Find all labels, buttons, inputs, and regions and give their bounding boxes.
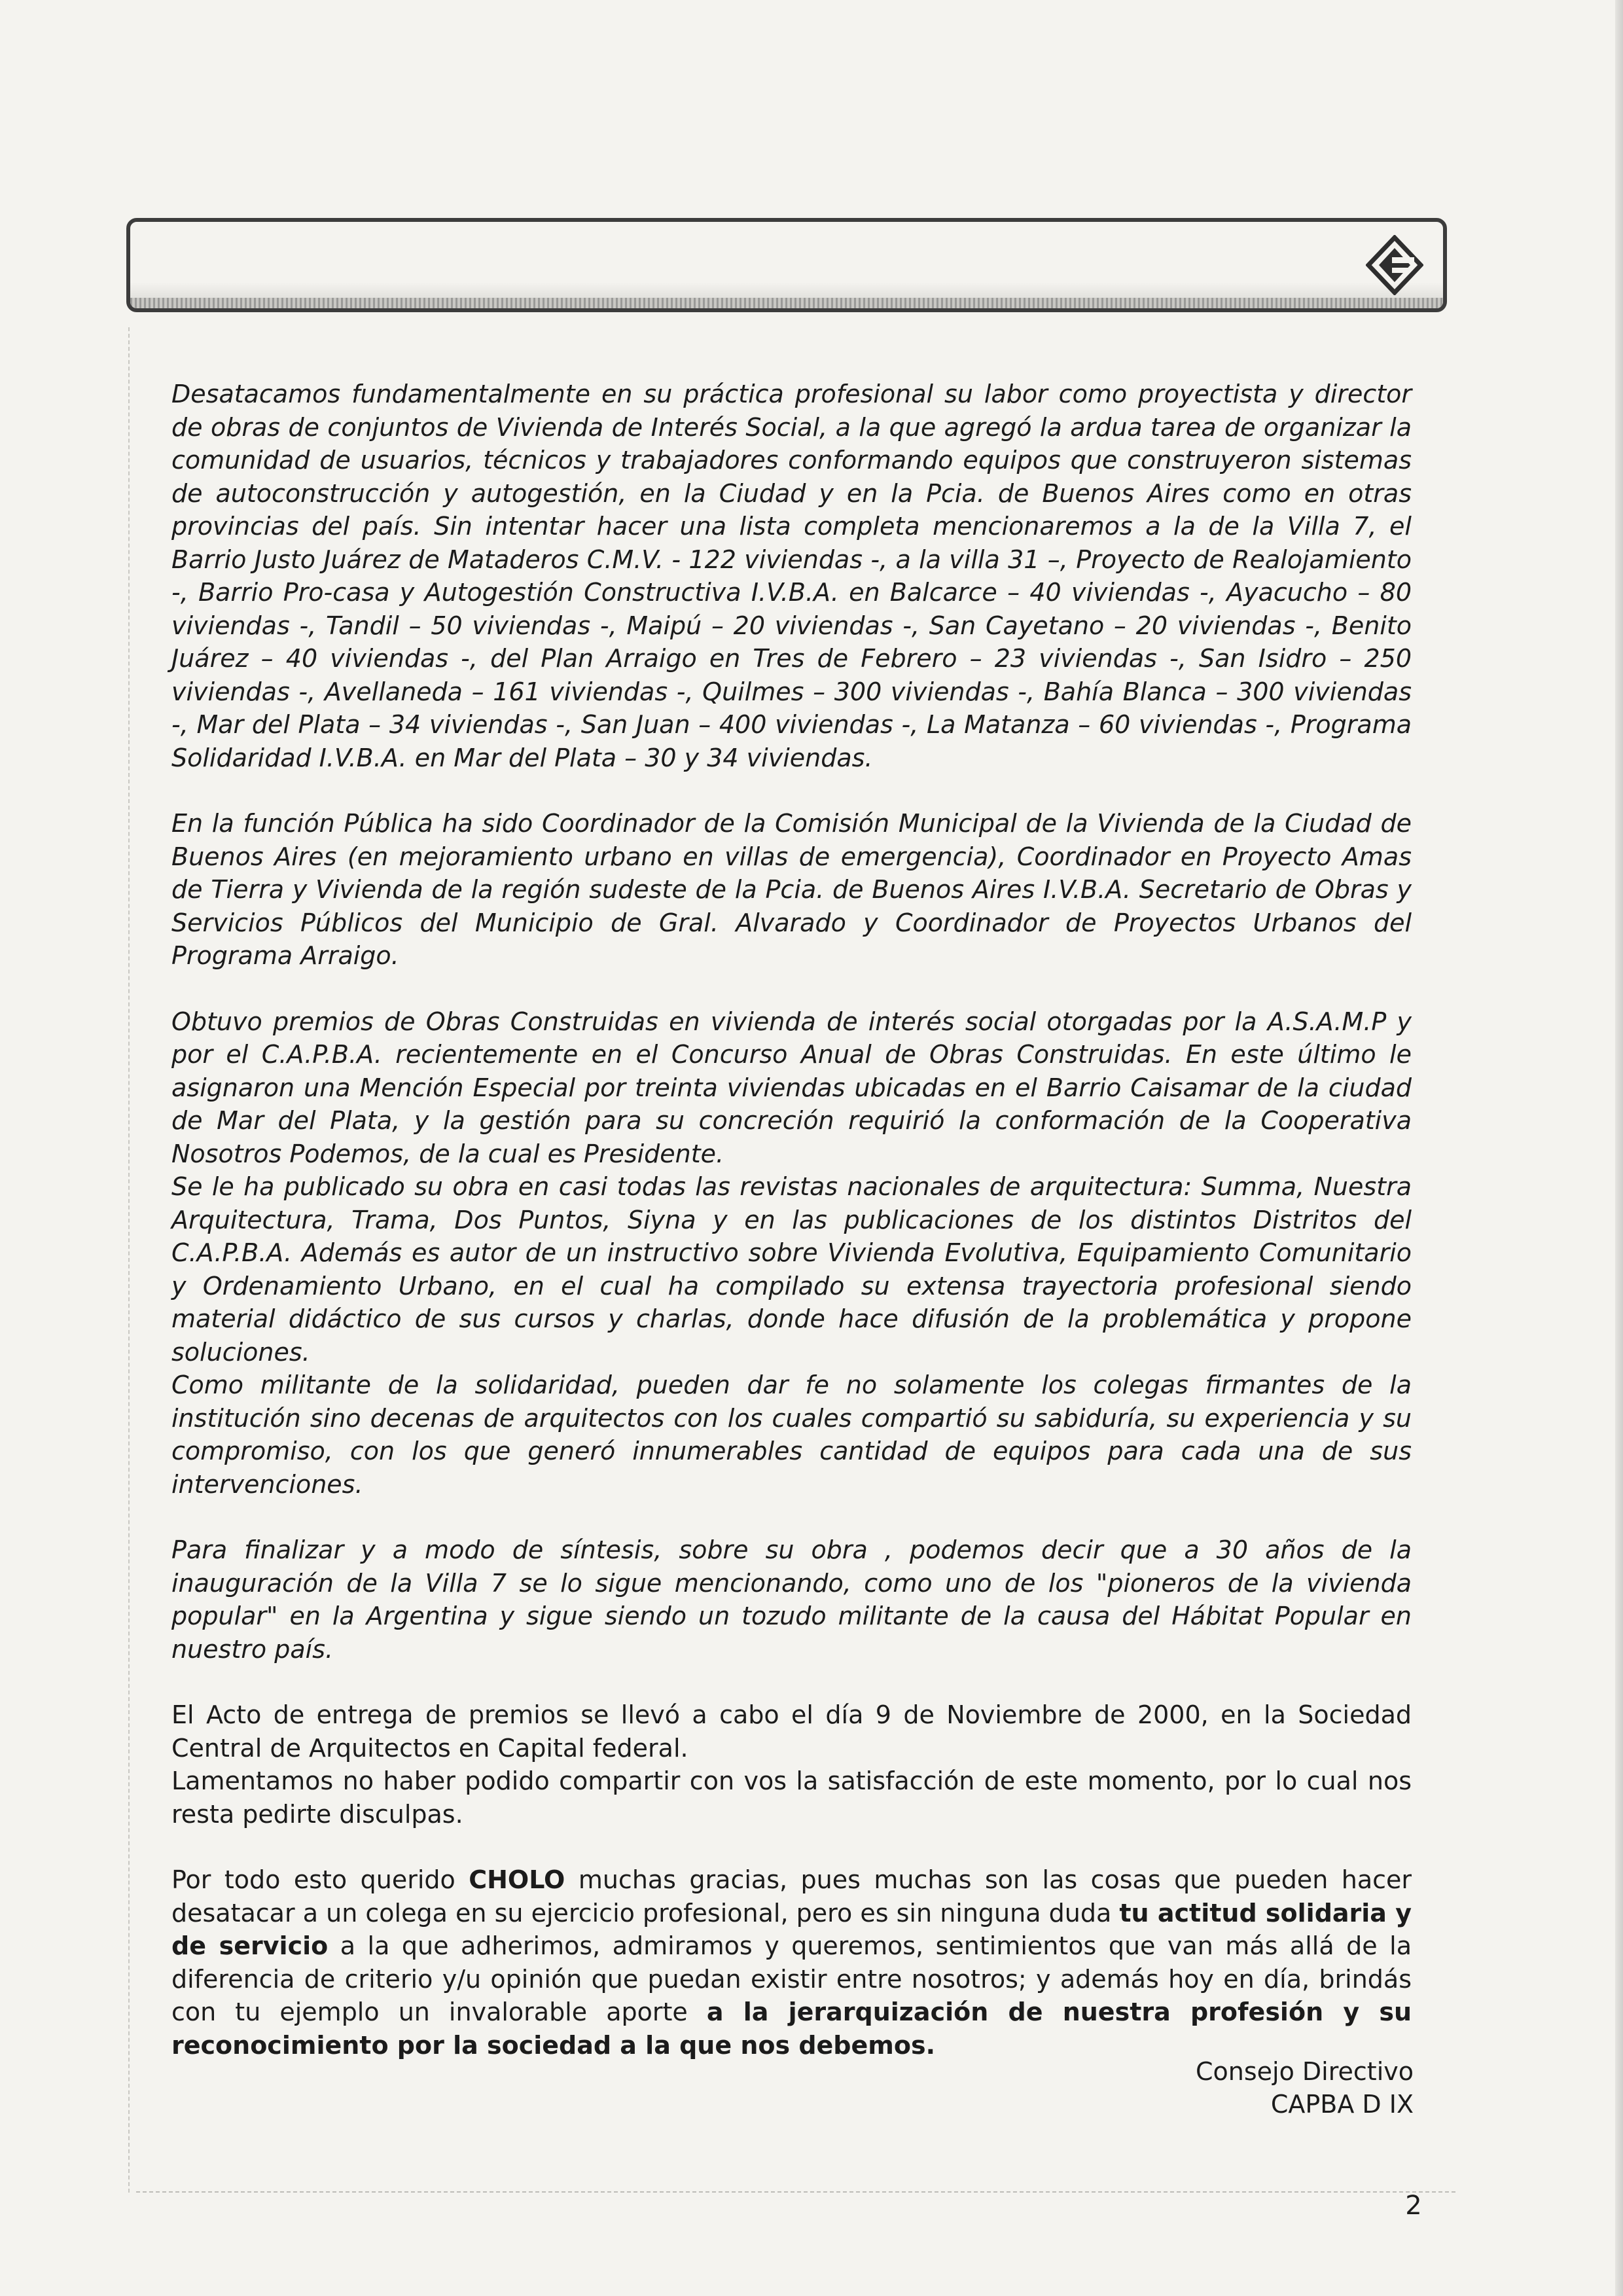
header-frame [126, 218, 1447, 312]
footer-rule [136, 2191, 1455, 2193]
thanks-bold-1: tu actitud solidaria y de servicio [171, 1898, 1412, 1960]
paragraph-solidarity: Como militante de la solidaridad, pueden dar fe no solamente los colegas firmantes de la institución sino decenas de arquitectos con los cuales compartió su sabiduría, su experiencia y su compromiso, con los que generó innumerables cantidad de equipos para cada una de sus intervenciones. [171, 1371, 1412, 1499]
letter-body [171, 378, 1412, 2062]
thanks-text-2: muchas gracias, pues muchas son las cosas que pueden hacer desatacar a un colega en su ejercicio profesional, pero es sin ninguna duda [171, 1865, 1412, 1928]
paragraph-works: Desatacamos fundamentalmente en su práctica profesional su labor como proyectista y director de obras de conjuntos de Vivienda de Interés Social, a la que agregó la ardua tarea de organizar la comunidad de usuarios, técnicos y trabajadores conformando equipos que construyeron sistemas de autoconstrucción y autogestión, en la Ciudad y en la Pcia. de Buenos Aires como en otras provincias del país. Sin intentar hacer una lista completa mencionaremos a la de la Villa 7, el Barrio Justo Juárez de Mataderos C.M.V. - 122 viviendas -, a la villa 31 –, Proyecto de Realojamiento -, Barrio Pro-casa y Autogestión Constructiva I.V.B.A. en Balcarce – 40 viviendas -, Ayacucho – 80 viviendas -, Tandil – 50 viviendas -, Maipú – 20 viviendas -, San Cayetano – 20 viviendas -, Benito Juárez – 40 viviendas -, del Plan Arraigo en Tres de Febrero – 23 viviendas -, San Isidro – 250 viviendas -, Avellaneda – 161 viviendas -, Quilmes – 300 viviendas -, Bahía Blanca – 300 viviendas -, Mar del Plata – 34 viviendas -, San Juan – 400 viviendas -, La Matanza – 60 viviendas -, Programa Solidaridad I.V.B.A. en Mar del Plata – 30 y 34 viviendas. [171, 380, 1412, 772]
thanks-bold-2: a la jerarquización de nuestra profesión y su reconocimiento por la sociedad a la que nos debemos. [171, 1998, 1412, 2060]
paragraph-ceremony: El Acto de entrega de premios se llevó a cabo el día 9 de Noviembre de 2000, en la Sociedad Central de Arquitectos en Capital federal. [171, 1700, 1412, 1763]
paragraph-public-function: En la función Pública ha sido Coordinador de la Comisión Municipal de la Vivienda de la Ciudad de Buenos Aires (en mejoramiento urbano en villas de emergencia), Coordinador en Proyecto Amas de Tierra y Vivienda de la región sudeste de la Pcia. de Buenos Aires I.V.B.A. Secretario de Obras y Servicios Públicos del Municipio de Gral. Alvarado y Coordinador de Proyectos Urbanos del Programa Arraigo. [171, 809, 1412, 970]
thanks-text-1: Por todo esto querido [171, 1865, 469, 1894]
paragraph-publications: Se le ha publicado su obra en casi todas las revistas nacionales de arquitectura: Summa, Nuestra Arquitectura, Trama, Dos Puntos, Siyna y en las publicaciones de los distintos Distritos del C.A.P.B.A. Además es autor de un instructivo sobre Vivienda Evolutiva, Equipamiento Comunitario y Ordenamiento Urbano, en el cual ha compilado su extensa trayectoria profesional siendo material didáctico de sus cursos y charlas, donde hace difusión de la problemática y propone soluciones. [171, 1172, 1412, 1367]
paragraph-thanks [171, 1863, 1412, 2062]
left-margin-line [128, 327, 130, 2193]
paragraph-synthesis: Para finalizar y a modo de síntesis, sobre su obra , podemos decir que a 30 años de la inauguración de la Villa 7 se lo sigue mencionando, como uno de los "pioneros de la vivienda popular" en la Argentina y sigue siendo un tozudo militante de la causa del Hábitat Popular en nuestro país. [171, 1535, 1412, 1664]
paragraph-apology: Lamentamos no haber podido compartir con vos la satisfacción de este momento, por lo cual nos resta pedirte disculpas. [171, 1767, 1412, 1829]
page-number: 2 [1405, 2191, 1422, 2221]
paragraph-awards: Obtuvo premios de Obras Construidas en vivienda de interés social otorgadas por la A.S.A.M.P y por el C.A.P.B.A. recientemente en el Concurso Anual de Obras Construidas. En este último le asignaron una Mención Especial por treinta viviendas ubicadas en el Barrio Caisamar de la ciudad de Mar del Plata, y la gestión para su concreción requirió la conformación de la Cooperativa Nosotros Podemos, de la cual es Presidente. [171, 1007, 1412, 1168]
thanks-name: CHOLO [469, 1865, 565, 1894]
thanks-text-3: a la que adherimos, admiramos y queremos, sentimientos que van más allá de la diferencia de criterio y/u opinión que puedan existir entre nosotros; y además hoy en día, brindás con tu ejemplo un invalorable aporte [171, 1931, 1412, 2026]
signature-line-2: CAPBA D IX [1270, 2090, 1414, 2119]
capba-logo-icon [1366, 235, 1423, 295]
signature-block [1196, 2055, 1414, 2121]
signature-line-1: Consejo Directivo [1195, 2057, 1414, 2086]
page-edge-shadow [1615, 0, 1623, 2296]
